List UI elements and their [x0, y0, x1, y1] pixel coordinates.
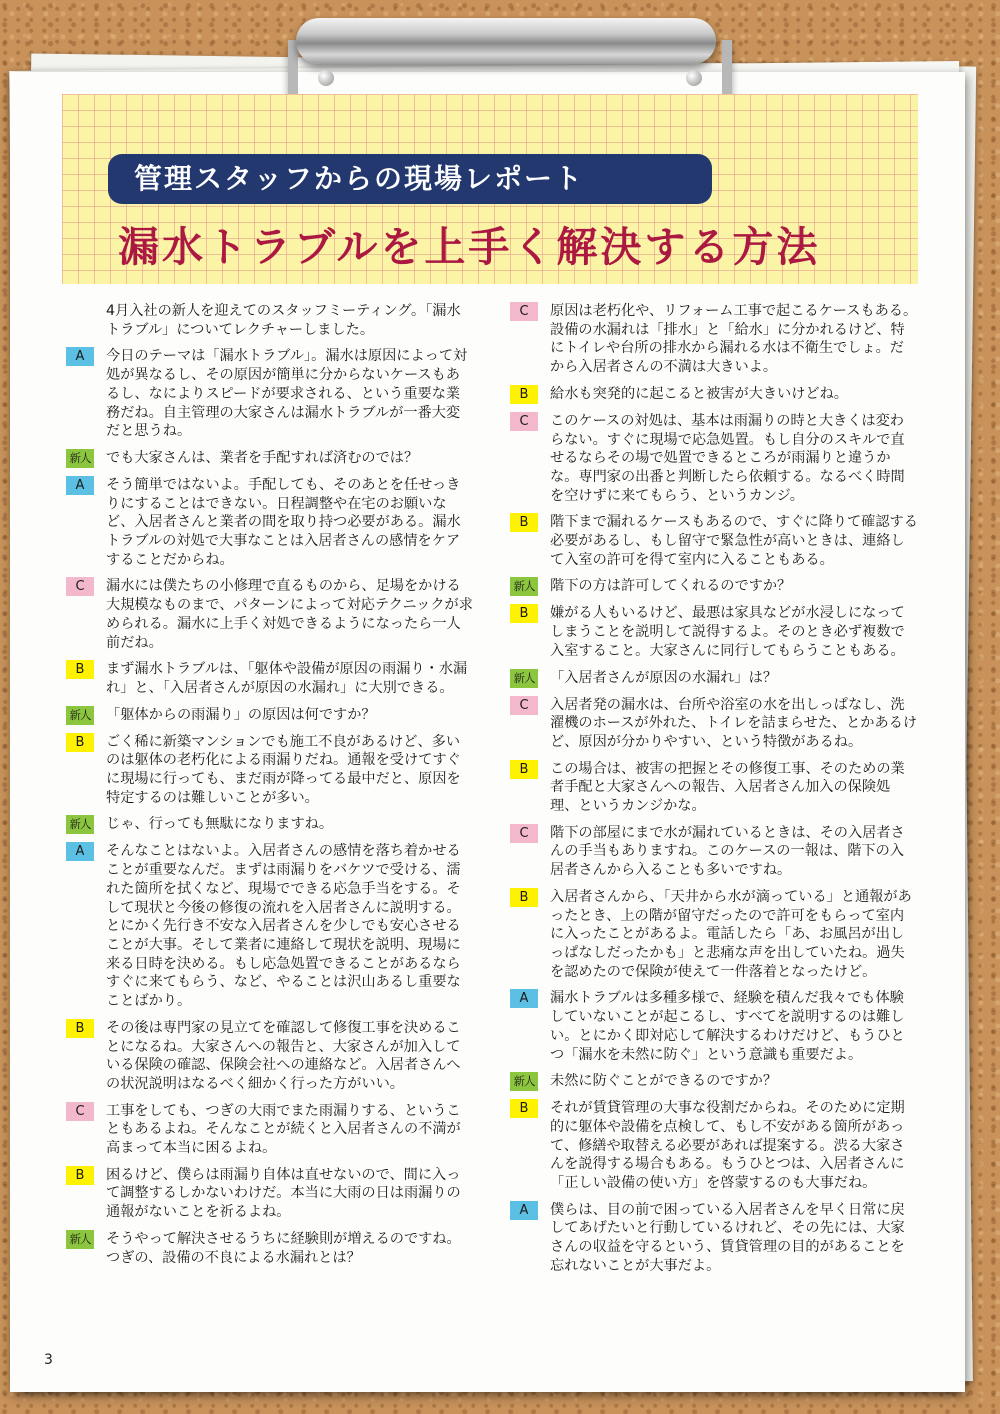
dialogue-entry	[66, 1230, 474, 1267]
dialogue-entry	[66, 660, 474, 697]
page-number: 3	[44, 1352, 53, 1368]
dialogue-text: 給水も突発的に起こると被害が大きいけどね。	[550, 385, 848, 402]
speaker-tag: 新人	[66, 706, 94, 725]
dialogue-entry	[66, 733, 474, 808]
speaker-tag: 新人	[510, 577, 538, 596]
speaker-tag: B	[66, 1166, 94, 1185]
report-subtitle: 管理スタッフからの現場レポート	[108, 154, 712, 204]
dialogue-entry	[66, 347, 474, 441]
speaker-tag: 新人	[66, 449, 94, 468]
speaker-tag: B	[510, 513, 538, 532]
dialogue-text: 僕らは、目の前で困っている入居者さんを早く日常に戻してあげたいと行動しているけれど、その先には、大家さんの収益を守るという、賃貸管理の目的があることを忘れないことが大事だよ。	[550, 1201, 905, 1274]
dialogue-entry	[66, 842, 474, 1010]
speaker-tag: B	[510, 1099, 538, 1118]
dialogue-entry	[66, 1102, 474, 1158]
clip-rivet-icon	[318, 70, 334, 86]
dialogue-text: そんなことはないよ。入居者さんの感情を落ち着かせることが重要なんだ。まずは雨漏りをバケツで受ける、濡れた箇所を拭くなど、現場でできる応急手当をする。そして現状と今後の修復の流れを入居者さんに説明する。とにかく先行き不安な入居者さんを少しでも安心させることが大事。そして業者に連絡して現状を説明、現場に来る日時を決める。もし応急処置できることがあるならすぐに来てもらう、など、やることは沢山あるし重要なことばかり。	[106, 843, 461, 1010]
speaker-tag: A	[510, 989, 538, 1008]
dialogue-text: 「入居者さんが原因の水漏れ」は？	[550, 669, 778, 686]
dialogue-text: 今日のテーマは「漏水トラブル」。漏水は原因によって対処が異なるし、その原因が簡単に分からないケースもあるし、なによりスピードが要求される、という重要な業務だね。自主管理の大家さんは漏水トラブルが一番大変だと思うね。	[106, 348, 468, 440]
clipboard-clip-bar	[296, 18, 716, 64]
dialogue-text: まず漏水トラブルは、「躯体や設備が原因の雨漏り・水漏れ」と、「入居者さんが原因の水漏れ」に大別できる。	[106, 661, 468, 696]
dialogue-entry	[510, 824, 918, 880]
dialogue-entry	[510, 513, 918, 569]
dialogue-entry	[510, 302, 918, 377]
dialogue-text: 嫌がる人もいるけど、最悪は家具などが水浸しになってしまうことを説明して説得するよ。そのとき必ず複数で入室すること。大家さんに同行してもらうこともある。	[550, 605, 905, 659]
dialogue-entry	[510, 696, 918, 752]
dialogue-entry	[510, 1099, 918, 1193]
dialogue-entry	[510, 760, 918, 816]
dialogue-entry	[510, 669, 918, 688]
dialogue-text: ごく稀に新築マンションでも施工不良があるけど、多いのは躯体の老朽化による雨漏りだね。通報を受けてすぐに現場に行っても、まだ雨が降ってる最中だと、原因を特定するのは難しいことが多い。	[106, 733, 461, 806]
dialogue-text: 困るけど、僕らは雨漏り自体は直せないので、間に入って調整するしかないわけだ。本当に大雨の日は雨漏りの通報がないことを祈るよね。	[106, 1166, 461, 1221]
speaker-tag: C	[510, 412, 538, 431]
speaker-tag: C	[510, 824, 538, 843]
dialogue-entry	[510, 385, 918, 404]
dialogue-entry	[510, 989, 918, 1064]
dialogue-entry	[66, 449, 474, 468]
left-dialogue-list	[66, 347, 474, 1267]
dialogue-text: その後は専門家の見立てを確認して修復工事を決めることになるね。大家さんへの報告と、大家さんが加入している保険の確認、保険会社への連絡など。入居者さんへの状況説明はなるべく細かく行った方がいい。	[106, 1019, 461, 1092]
dialogue-text: 漏水トラブルは多種多様で、経験を積んだ我々でも体験していないことが起こるし、すべてを説明するのは難しい。とにかく即対応して解決するわけだけど、もうひとつ「漏水を未然に防ぐ」という意識も重要だよ。	[550, 990, 905, 1063]
dialogue-text: 工事をしても、つぎの大雨でまた雨漏りする、ということもあるよね。そんなことが続くと入居者さんの不満が高まって本当に困るよね。	[106, 1102, 461, 1157]
right-column	[510, 302, 918, 1284]
dialogue-text: 漏水には僕たちの小修理で直るものから、足場をかける大規模なものまで、パターンによって対応テクニックが求められる。漏水に上手く対処できるようになったら一人前だね。	[106, 578, 473, 651]
speaker-tag: 新人	[510, 669, 538, 688]
dialogue-entry	[66, 706, 474, 725]
dialogue-text: 未然に防ぐことができるのですか？	[550, 1073, 778, 1090]
dialogue-text: 入居者発の漏水は、台所や浴室の水を出しっぱなし、洗濯機のホースが外れた、トイレを詰まらせた、とかあるけど、原因が分かりやすい、という特徴があるね。	[550, 696, 918, 750]
dialogue-text: この場合は、被害の把握とその修復工事、そのための業者手配と大家さんへの報告、入居者さん加入の保険処理、というカンジかな。	[550, 760, 905, 815]
speaker-tag: A	[66, 842, 94, 861]
speaker-tag: B	[66, 660, 94, 679]
speaker-tag: B	[510, 385, 538, 404]
speaker-tag: B	[510, 604, 538, 623]
dialogue-entry	[66, 577, 474, 652]
dialogue-entry	[510, 412, 918, 506]
speaker-tag: C	[66, 577, 94, 596]
dialogue-entry	[510, 604, 918, 660]
dialogue-text: 入居者さんから、「天井から水が滴っている」と通報があったとき、上の階が留守だったので許可をもらって室内に入ったことがあるよ。電話したら「あ、お風呂が出しっぱなしだったかも」と悲痛な声を出していたね。過失を認めたので保険が使えて一件落着となったけど。	[550, 888, 912, 980]
speaker-tag: A	[66, 476, 94, 495]
dialogue-text: そうやって解決させるうちに経験則が増えるのですね。つぎの、設備の不良による水漏れとは？	[106, 1230, 461, 1266]
dialogue-entry	[66, 1166, 474, 1222]
dialogue-text: そう簡単ではないよ。手配しても、そのあとを任せっきりにすることはできない。日程調整や在宅のお願いなど、入居者さんと業者の間を取り持つ必要がある。漏水トラブルの対処で大事なことは入居者さんの感情をケアすることだからね。	[106, 476, 461, 568]
dialogue-text: じゃ、行っても無駄になりますね。	[106, 816, 334, 833]
dialogue-entry	[510, 1201, 918, 1276]
speaker-tag: B	[510, 888, 538, 907]
dialogue-entry	[510, 888, 918, 982]
left-column	[66, 302, 474, 1275]
dialogue-text: それが賃貸管理の大事な役割だからね。そのために定期的に躯体や設備を点検して、もし不安がある箇所があって、修繕や取替える必要があれば提案する。渋る大家さんを説得する場合もある。もうひとつは、入居者さんに「正しい設備の使い方」を啓蒙するのも大事だね。	[550, 1100, 905, 1192]
clip-rivet-icon	[686, 70, 702, 86]
dialogue-text: でも大家さんは、業者を手配すれば済むのでは？	[106, 449, 419, 466]
dialogue-text: このケースの対処は、基本は雨漏りの時と大きくは変わらない。すぐに現場で応急処置。もし自分のスキルで直せるならその場で処置できるところが雨漏りと違うかな。専門家の出番と判断したら依頼する。なるべく時間を空けずに来てもらう、というカンジ。	[550, 412, 905, 504]
dialogue-entry	[66, 476, 474, 570]
speaker-tag: C	[510, 696, 538, 715]
dialogue-text: 「躯体からの雨漏り」の原因は何ですか？	[106, 706, 376, 723]
dialogue-entry	[510, 1072, 918, 1091]
intro-text: 4月入社の新人を迎えてのスタッフミーティング。「漏水トラブル」についてレクチャーしました。	[106, 303, 461, 338]
dialogue-text: 階下の部屋にまで水が漏れているときは、その入居者さんの手当もありますね。このケースの一報は、階下の入居者さんから入ることも多いですね。	[550, 824, 905, 879]
speaker-tag: 新人	[66, 1230, 94, 1249]
right-dialogue-list	[510, 302, 918, 1276]
page-title: 漏水トラブルを上手く解決する方法	[118, 223, 821, 271]
speaker-tag: B	[510, 760, 538, 779]
dialogue-text: 階下まで漏れるケースもあるので、すぐに降りて確認する必要があるし、もし留守で緊急性が高いときは、連絡して入室の許可を得て室内に入ることもある。	[550, 514, 918, 568]
speaker-tag: B	[66, 733, 94, 752]
dialogue-entry	[510, 577, 918, 596]
speaker-tag: 新人	[510, 1072, 538, 1091]
speaker-tag: C	[510, 302, 538, 321]
speaker-tag: A	[66, 347, 94, 366]
speaker-tag: B	[66, 1019, 94, 1038]
speaker-tag: A	[510, 1201, 538, 1220]
dialogue-entry	[66, 1019, 474, 1094]
dialogue-text: 原因は老朽化や、リフォーム工事で起こるケースもある。設備の水漏れは「排水」と「給水」に分かれるけど、特にトイレや台所の排水から漏れる水は不衛生でしょ。だから入居者さんの不満は大きいよ。	[550, 303, 918, 376]
dialogue-text: 階下の方は許可してくれるのですか？	[550, 578, 792, 595]
dialogue-entry	[66, 815, 474, 834]
speaker-tag: 新人	[66, 815, 94, 834]
speaker-tag: C	[66, 1102, 94, 1121]
